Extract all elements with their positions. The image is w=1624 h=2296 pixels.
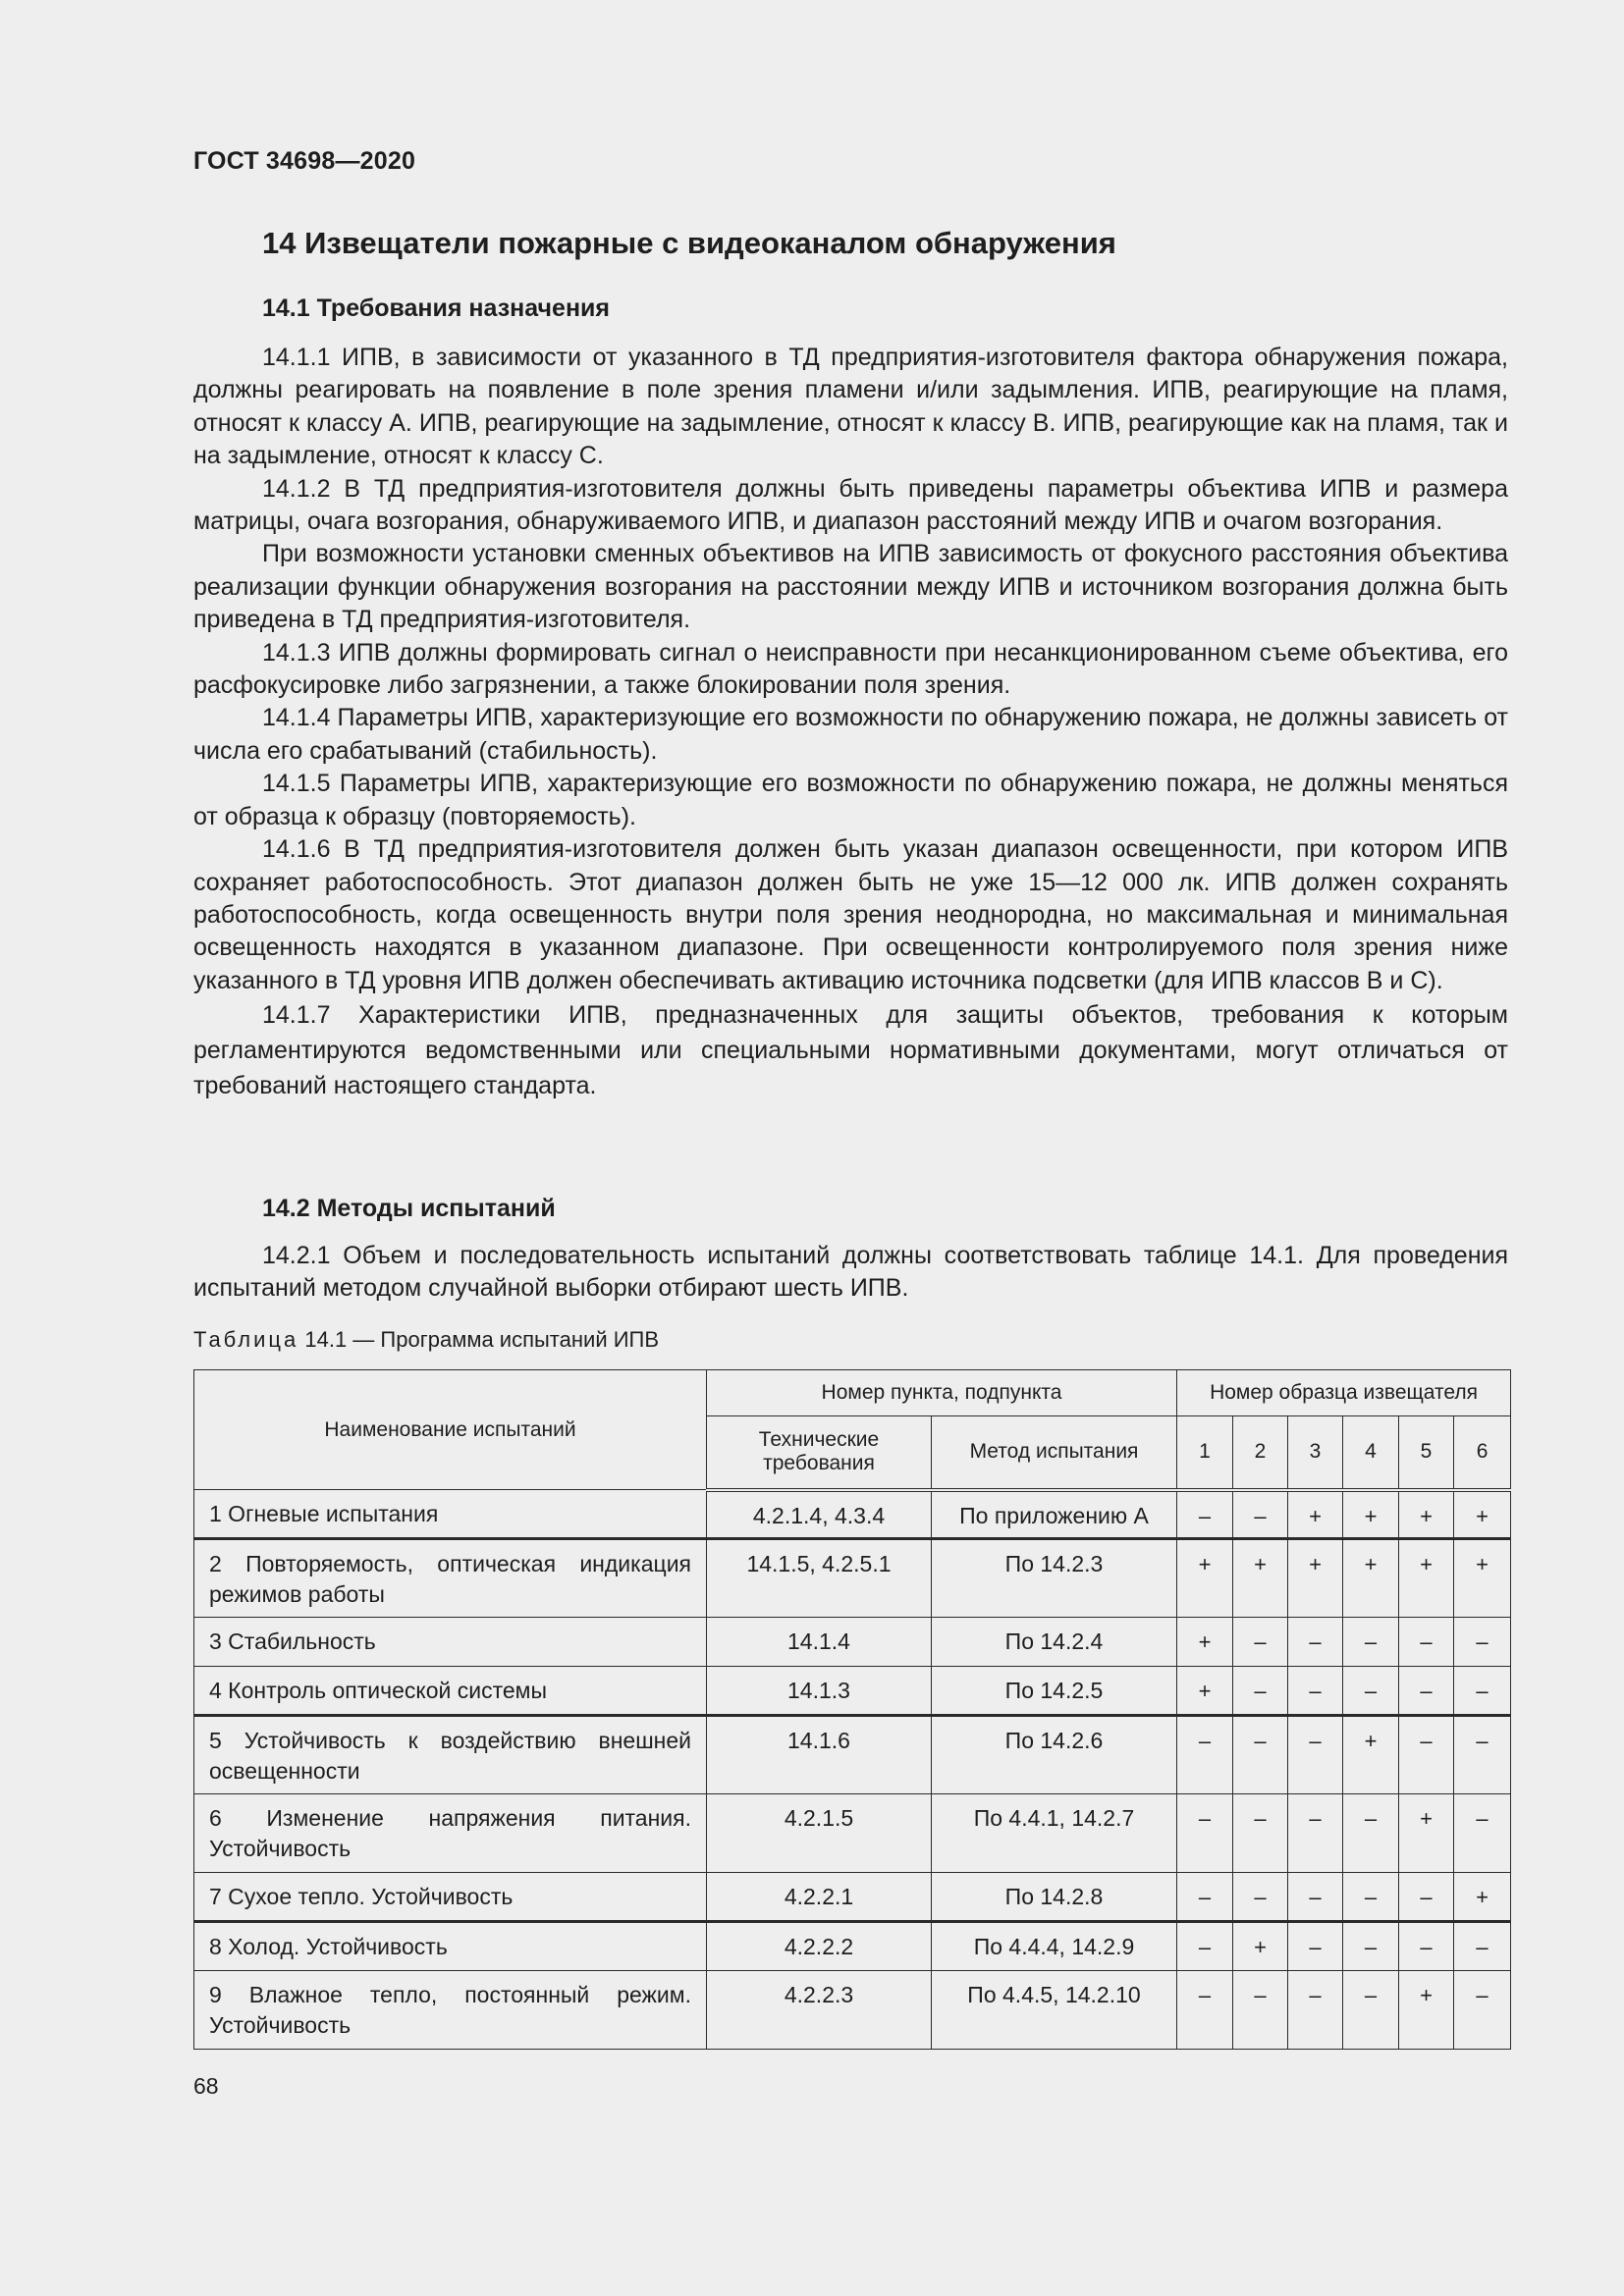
paragraph: 14.1.1 ИПВ, в зависимости от указанного в ТД предприятия-изготовителя фактора обнаружения пожара, должны реагировать на появление в поле зрения пламени и/или задымления. ИПВ, реагирующие на пламя, относят к классу А. ИПВ, реагирующие на задымление, относят к классу В. ИПВ, реагирующие как на пламя, так и на задымление, относят к классу С.: [193, 344, 1508, 470]
sample-4-mark-cell: –: [1343, 1793, 1399, 1872]
paragraph: 14.1.7 Характеристики ИПВ, предназначенных для защиты объектов, требования к которым регламентируются ведомственными или специальными нормативными документами, могут отличаться от требований настоящего стандарта.: [193, 1001, 1508, 1100]
test-method-cell: По 4.4.5, 14.2.10: [932, 1970, 1177, 2049]
sample-1-mark-cell: –: [1177, 1793, 1233, 1872]
sample-5-mark-cell: +: [1399, 1793, 1454, 1872]
sample-3-mark-cell: –: [1288, 1921, 1343, 1970]
test-name-cell: 9 Влажное тепло, постоянный режим. Устойчивость: [194, 1970, 707, 2049]
tech-requirement-cell: 4.2.2.1: [707, 1872, 932, 1921]
sample-5-mark-cell: –: [1399, 1921, 1454, 1970]
paragraph: 14.1.5 Параметры ИПВ, характеризующие его возможности по обнаружению пожара, не должны меняться от образца к образцу (повторяемость).: [193, 770, 1508, 830]
sample-5-mark-cell: +: [1399, 1970, 1454, 2049]
sample-3-mark-cell: +: [1288, 1538, 1343, 1617]
sample-3-mark-cell: –: [1288, 1617, 1343, 1666]
sample-6-mark-cell: +: [1454, 1538, 1511, 1617]
sample-3-mark-cell: +: [1288, 1490, 1343, 1539]
sample-2-mark-cell: +: [1233, 1538, 1288, 1617]
header-sample-1: 1: [1177, 1416, 1233, 1490]
table-row: [194, 1490, 1511, 1539]
test-method-cell: По 4.4.1, 14.2.7: [932, 1793, 1177, 1872]
sample-3-mark-cell: –: [1288, 1793, 1343, 1872]
paragraph: 14.1.4 Параметры ИПВ, характеризующие его возможности по обнаружению пожара, не должны зависеть от числа его срабатываний (стабильность).: [193, 704, 1508, 765]
sample-6-mark-cell: –: [1454, 1617, 1511, 1666]
sample-1-mark-cell: –: [1177, 1921, 1233, 1970]
test-method-cell: По 14.2.5: [932, 1666, 1177, 1715]
test-method-cell: По 14.2.4: [932, 1617, 1177, 1666]
sample-4-mark-cell: –: [1343, 1921, 1399, 1970]
test-method-cell: По приложению А: [932, 1490, 1177, 1539]
tech-requirement-cell: 14.1.5, 4.2.5.1: [707, 1538, 932, 1617]
table-row: [194, 1793, 1511, 1872]
sample-6-mark-cell: +: [1454, 1872, 1511, 1921]
table-row: [194, 1666, 1511, 1715]
subsection-title-14-2: 14.2 Методы испытаний: [262, 1195, 556, 1222]
sample-1-mark-cell: –: [1177, 1970, 1233, 2049]
sample-4-mark-cell: –: [1343, 1970, 1399, 2049]
test-name-cell: 1 Огневые испытания: [194, 1490, 707, 1539]
test-method-cell: По 14.2.8: [932, 1872, 1177, 1921]
sample-2-mark-cell: –: [1233, 1872, 1288, 1921]
header-sample-2: 2: [1233, 1416, 1288, 1490]
sample-4-mark-cell: –: [1343, 1666, 1399, 1715]
sample-1-mark-cell: –: [1177, 1715, 1233, 1793]
sample-4-mark-cell: +: [1343, 1490, 1399, 1539]
test-name-cell: 3 Стабильность: [194, 1617, 707, 1666]
sample-2-mark-cell: –: [1233, 1617, 1288, 1666]
header-sample-4: 4: [1343, 1416, 1399, 1490]
tech-requirement-cell: 14.1.6: [707, 1715, 932, 1793]
sample-6-mark-cell: –: [1454, 1970, 1511, 2049]
table-row: [194, 1715, 1511, 1793]
sample-1-mark-cell: +: [1177, 1666, 1233, 1715]
tech-requirement-cell: 4.2.2.3: [707, 1970, 932, 2049]
table-caption-text: 14.1 — Программа испытаний ИПВ: [298, 1327, 660, 1352]
sample-2-mark-cell: –: [1233, 1490, 1288, 1539]
header-sample-group: Номер образца извещателя: [1177, 1370, 1511, 1416]
test-name-cell: 2 Повторяемость, оптическая индикация режимов работы: [194, 1538, 707, 1617]
header-sample-6: 6: [1454, 1416, 1511, 1490]
methods-text: [193, 1240, 1508, 1306]
test-name-cell: 4 Контроль оптической системы: [194, 1666, 707, 1715]
sample-5-mark-cell: –: [1399, 1872, 1454, 1921]
sample-6-mark-cell: –: [1454, 1666, 1511, 1715]
table-row: [194, 1921, 1511, 1970]
sample-5-mark-cell: –: [1399, 1617, 1454, 1666]
sample-4-mark-cell: +: [1343, 1538, 1399, 1617]
test-name-cell: 7 Сухое тепло. Устойчивость: [194, 1872, 707, 1921]
table-row: [194, 1970, 1511, 2049]
sample-6-mark-cell: +: [1454, 1490, 1511, 1539]
test-method-cell: По 4.4.4, 14.2.9: [932, 1921, 1177, 1970]
sample-2-mark-cell: –: [1233, 1970, 1288, 2049]
tech-requirement-cell: 4.2.1.5: [707, 1793, 932, 1872]
table-row: [194, 1617, 1511, 1666]
sample-5-mark-cell: –: [1399, 1715, 1454, 1793]
sample-5-mark-cell: +: [1399, 1490, 1454, 1539]
header-test-method: Метод испытания: [932, 1416, 1177, 1490]
test-name-cell: 6 Изменение напряжения питания. Устойчивость: [194, 1793, 707, 1872]
tech-requirement-cell: 14.1.3: [707, 1666, 932, 1715]
tech-requirement-cell: 4.2.1.4, 4.3.4: [707, 1490, 932, 1539]
sample-1-mark-cell: –: [1177, 1872, 1233, 1921]
document-header: ГОСТ 34698—2020: [193, 147, 416, 175]
header-clause-group: Номер пункта, подпункта: [707, 1370, 1177, 1416]
requirements-text: [193, 342, 1508, 1103]
test-name-cell: 5 Устойчивость к воздействию внешней освещенности: [194, 1715, 707, 1793]
sample-6-mark-cell: –: [1454, 1793, 1511, 1872]
sample-3-mark-cell: –: [1288, 1872, 1343, 1921]
test-method-cell: По 14.2.6: [932, 1715, 1177, 1793]
header-tech-requirements: Технические требования: [707, 1416, 932, 1490]
test-program-table: [193, 1369, 1511, 2050]
sample-5-mark-cell: +: [1399, 1538, 1454, 1617]
test-method-cell: По 14.2.3: [932, 1538, 1177, 1617]
page-number: 68: [193, 2073, 219, 2099]
sample-3-mark-cell: –: [1288, 1666, 1343, 1715]
sample-1-mark-cell: +: [1177, 1538, 1233, 1617]
table-caption-word: Таблица: [193, 1327, 299, 1352]
tech-requirement-cell: 14.1.4: [707, 1617, 932, 1666]
sample-2-mark-cell: –: [1233, 1666, 1288, 1715]
sample-4-mark-cell: –: [1343, 1617, 1399, 1666]
paragraph: 14.1.2 В ТД предприятия-изготовителя должны быть приведены параметры объектива ИПВ и размера матрицы, очага возгорания, обнаруживаемого ИПВ, и диапазон расстояний между ИПВ и очагом возгорания.: [193, 474, 1508, 536]
sample-1-mark-cell: +: [1177, 1617, 1233, 1666]
paragraph: 14.2.1 Объем и последовательность испытаний должны соответствовать таблице 14.1. Для проведения испытаний методом случайной выборки отбирают шесть ИПВ.: [193, 1242, 1508, 1303]
subsection-title-14-1: 14.1 Требования назначения: [262, 294, 611, 322]
sample-1-mark-cell: –: [1177, 1490, 1233, 1539]
sample-4-mark-cell: –: [1343, 1872, 1399, 1921]
header-sample-3: 3: [1288, 1416, 1343, 1490]
header-sample-5: 5: [1399, 1416, 1454, 1490]
table-caption: [193, 1327, 659, 1353]
table-row: [194, 1538, 1511, 1617]
sample-4-mark-cell: +: [1343, 1715, 1399, 1793]
paragraph: 14.1.6 В ТД предприятия-изготовителя должен быть указан диапазон освещенности, при котором ИПВ сохраняет работоспособность. Этот диапазон должен быть не уже 15—12 000 лк. ИПВ должен сохранять работоспособность, когда освещенность внутри поля зрения неоднородна, но максимальная и минимальная освещенность находятся в указанном диапазоне. При освещенности контролируемого поля зрения ниже указанного в ТД уровня ИПВ должен обеспечивать активацию источника подсветки (для ИПВ классов В и С).: [193, 835, 1508, 994]
header-test-name: Наименование испытаний: [194, 1370, 707, 1490]
sample-3-mark-cell: –: [1288, 1715, 1343, 1793]
table-body: [194, 1490, 1511, 2050]
tech-requirement-cell: 4.2.2.2: [707, 1921, 932, 1970]
sample-2-mark-cell: –: [1233, 1715, 1288, 1793]
test-name-cell: 8 Холод. Устойчивость: [194, 1921, 707, 1970]
paragraph: При возможности установки сменных объективов на ИПВ зависимость от фокусного расстояния объектива реализации функции обнаружения возгорания на расстоянии между ИПВ и источником возгорания должна быть приведена в ТД предприятия-изготовителя.: [193, 540, 1508, 634]
sample-2-mark-cell: +: [1233, 1921, 1288, 1970]
table-row: [194, 1872, 1511, 1921]
sample-2-mark-cell: –: [1233, 1793, 1288, 1872]
paragraph: 14.1.3 ИПВ должны формировать сигнал о неисправности при несанкционированном съеме объектива, его расфокусировке либо загрязнении, а также блокировании поля зрения.: [193, 638, 1508, 700]
sample-6-mark-cell: –: [1454, 1921, 1511, 1970]
sample-5-mark-cell: –: [1399, 1666, 1454, 1715]
section-title: 14 Извещатели пожарные с видеоканалом обнаружения: [262, 226, 1116, 260]
sample-3-mark-cell: –: [1288, 1970, 1343, 2049]
sample-6-mark-cell: –: [1454, 1715, 1511, 1793]
